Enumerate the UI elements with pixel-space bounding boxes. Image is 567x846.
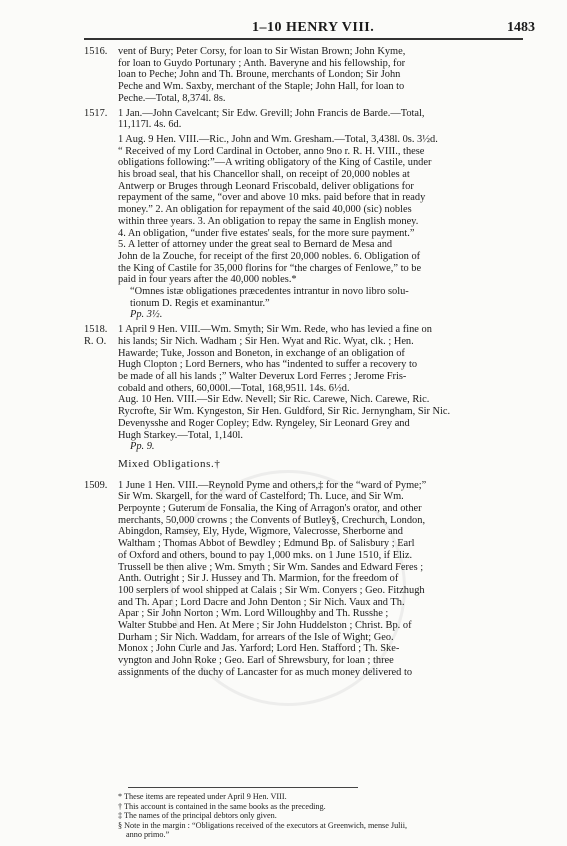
margin-date: 1516. [84, 46, 108, 57]
line-text: of Oxford and others, bound to pay 1,000 mks. on 1 June 1510, if Eliz. [118, 549, 413, 561]
line-text: vyngton and John Roke ; Geo. Earl of Shrewsbury, for loan ; three [118, 655, 394, 667]
footnote: anno primo.” [126, 830, 170, 840]
line-text: repayment of the same, “over and above 10 mks. paid before that in ready [118, 192, 426, 204]
text-line [0, 585, 567, 597]
text-line [0, 620, 567, 632]
text-line [0, 46, 567, 58]
line-text: his lands; Sir Nich. Wadham ; Sir Hen. Wyat and Ric. Wyat, clk. ; Hen. [118, 335, 414, 347]
text-line [0, 298, 567, 310]
text-line [0, 597, 567, 609]
footnote: † This account is contained in the same books as the preceding. [118, 801, 326, 811]
line-text: 1 April 9 Hen. VIII.—Wm. Smyth; Sir Wm. Rede, who has levied a fine on [118, 324, 432, 336]
line-text: John de la Zouche, for receipt of the first 20,000 nobles. 6. Obligation of [118, 250, 421, 262]
line-text: Monox ; John Curle and Jas. Yarford; Lord Hen. Stafford ; Th. Ske- [118, 643, 400, 655]
text-line [0, 169, 567, 181]
line-text: Peche and Wm. Saxby, merchant of the Staple; John Hall, for loan to [118, 81, 405, 93]
text-line [0, 655, 567, 667]
text-line [0, 181, 567, 193]
line-text: obligations following:”—A writing obligatory of the King of Castile, under [118, 157, 432, 169]
margin-date: 1518. [84, 324, 108, 336]
text-line [0, 383, 567, 395]
line-text: within three years. 3. An obligation to repay the same in English money. [118, 215, 419, 227]
section-heading: Mixed Obligations.† [118, 457, 221, 470]
text-line [0, 263, 567, 275]
text-line [0, 441, 567, 453]
text-line [0, 274, 567, 286]
footnotes [118, 792, 518, 840]
footnote: * These items are repeated under April 9 Hen. VIII. [118, 792, 287, 801]
line-text: paid in four years after the 40,000 nobles.* [118, 274, 297, 286]
line-text: Devenysshe and Roger Copley; Edw. Ryngeley, Sir Leonard Grey and [118, 417, 410, 429]
line-text: Anth. Outright ; Sir J. Hussey and Th. Marmion, for the freedom of [118, 573, 399, 585]
line-text: 5. A letter of attorney under the great seal to Bernard de Mesa and [118, 239, 393, 251]
line-text: Peche.—Total, 8,374l. 8s. [118, 92, 226, 104]
text-line [0, 216, 567, 228]
footnote: ‡ The names of the principal debtors only given. [118, 811, 277, 821]
text-line [0, 632, 567, 644]
line-text: Aug. 10 Hen. VIII.—Sir Edw. Nevell; Sir Ric. Carewe, Nich. Carewe, Ric. [118, 394, 430, 406]
line-text: Pp. 3½. [130, 309, 163, 321]
margin-date: 1509. [84, 479, 108, 491]
page-header [0, 8, 567, 40]
header-rule [84, 38, 523, 40]
line-text: merchants, 50,000 crowns ; the Convents of Butley§, Crechurch, London, [118, 514, 426, 526]
text-line [0, 239, 567, 251]
line-text: 1 June 1 Hen. VIII.—Reynold Pyme and others,‡ for the “ward of Pyme;” [118, 479, 427, 491]
text-line [0, 515, 567, 527]
text-line [0, 480, 567, 492]
text-line [0, 286, 567, 298]
line-text: 11,117l. 4s. 6d. [118, 119, 182, 131]
line-text: Abingdon, Ramsey, Ely, Hyde, Wigmore, Valecrosse, Sherborne and [118, 526, 403, 538]
text-line [0, 324, 567, 336]
line-text: be made of all his lands ;” Walter Deverux Lord Ferres ; Jerome Fris- [118, 370, 407, 382]
text-line [0, 526, 567, 538]
text-line [0, 251, 567, 263]
text-line [0, 418, 567, 430]
line-text: Hugh Starkey.—Total, 1,140l. [118, 429, 244, 441]
line-text: “Omnes istæ obligationes præcedentes intrantur in novo libro solu- [130, 286, 409, 298]
line-text: “ Received of my Lord Cardinal in October, anno 9no r. R. H. VIII., these [118, 145, 425, 157]
line-text: money.” 2. An obligation for repayment of the said 40,000 (sic) nobles [118, 204, 412, 216]
text-line [0, 348, 567, 360]
line-text: Rycrofte, Sir Wm. Kyngeston, Sir Hen. Guldford, Sir Ric. Jernyngham, Sir Nic. [118, 406, 451, 418]
footnote-rule [128, 787, 358, 788]
text-line [0, 359, 567, 371]
text-line [0, 81, 567, 93]
line-text: Hugh Clopton ; Lord Berners, who has “indented to suffer a recovery to [118, 359, 418, 371]
text-line [0, 573, 567, 585]
line-text: 1 Aug. 9 Hen. VIII.—Ric., John and Wm. Gresham.—Total, 3,438l. 0s. 3½d. [118, 133, 438, 145]
line-text: Durham ; Sir Nich. Waddam, for arrears of the Isle of Wight; Geo. [118, 631, 394, 643]
line-text: Hawarde; Tuke, Josson and Boneton, in exchange of an obligation of [118, 347, 405, 359]
line-text: for loan to Guydo Portunary ; Anth. Baveryne and his fellowship, for [118, 57, 406, 69]
text-line [0, 309, 567, 321]
text-line [0, 394, 567, 406]
text-line [0, 93, 567, 105]
text-line [0, 550, 567, 562]
text-line [0, 108, 567, 120]
line-text: Walter Stubbe and Hen. At Mere ; Sir John Huddelston ; Christ. Bp. of [118, 620, 412, 632]
line-text: loan to Peche; John and Th. Broune, merchants of London; Sir John [118, 69, 401, 81]
line-text: Antwerp or Bruges through Leonard Friscobald, deliver obligations for [118, 180, 414, 192]
document-body [0, 46, 567, 679]
line-text: Perpoynte ; Guterum de Fonsalia, the King of Arragon's orator, and other [118, 503, 422, 515]
line-text: and Th. Apar ; Lord Dacre and John Denton ; Sir Nich. Vaux and Th. [118, 596, 405, 608]
text-line [0, 119, 567, 131]
line-text: 100 serplers of wool shipped at Calais ; Sir Wm. Conyers ; Geo. Fitzhugh [118, 584, 425, 596]
line-text: Trussell be then alive ; Wm. Smyth ; Sir Wm. Sandes and Edward Feres ; [118, 561, 424, 573]
line-text: the King of Castile for 35,000 florins for “the charges of Fenlowe,” to be [118, 262, 422, 274]
line-text: 4. An obligation, “under five estates' seals, for the more sure payment.” [118, 227, 415, 239]
line-text: 1 Jan.—John Cavelcant; Sir Edw. Grevill; John Francis de Barde.—Total, [118, 107, 425, 119]
text-line [0, 430, 567, 442]
line-text: vent of Bury; Peter Corsy, for loan to Sir Wistan Brown; John Kyme, [118, 46, 406, 57]
line-text: Apar ; Sir John Norton ; Wm. Lord Willoughby and Th. Russhe ; [118, 608, 389, 620]
text-line [0, 643, 567, 655]
text-line [0, 134, 567, 146]
text-line [0, 667, 567, 679]
text-line [0, 503, 567, 515]
line-text: Pp. 9. [130, 441, 155, 453]
line-text: tionum D. Regis et examinantur.” [130, 297, 270, 309]
line-text: his broad seal, that his Chancellor shall, on receipt of 20,000 nobles at [118, 169, 410, 181]
text-line [0, 204, 567, 216]
text-line [0, 58, 567, 70]
text-line [0, 336, 567, 348]
line-text: Sir Wm. Skargell, for the ward of Castelford; Th. Luce, and Sir Wm. [118, 491, 404, 503]
text-line [0, 69, 567, 81]
footnote: § Note in the margin : “Obligations received of the executors at Greenwich, mense Julii, [118, 820, 408, 830]
text-line [0, 192, 567, 204]
page-number: 1483 [507, 20, 535, 35]
text-line [0, 146, 567, 158]
text-line [0, 608, 567, 620]
text-line [0, 406, 567, 418]
text-line [0, 538, 567, 550]
text-line [0, 157, 567, 169]
line-text: assignments of the duchy of Lancaster for as much money delivered to [118, 666, 413, 678]
text-line [0, 491, 567, 503]
text-line [0, 562, 567, 574]
margin-source: R. O. [84, 335, 107, 347]
text-line [0, 228, 567, 240]
line-text: cobald and others, 60,000l.—Total, 168,951l. 14s. 6½d. [118, 382, 350, 394]
line-text: Waltham ; Thomas Abbot of Bewdley ; Edmund Bp. of Salisbury ; Earl [118, 538, 415, 550]
margin-date: 1517. [84, 107, 108, 119]
running-title: 1–10 HENRY VIII. [252, 20, 375, 35]
text-line [0, 371, 567, 383]
